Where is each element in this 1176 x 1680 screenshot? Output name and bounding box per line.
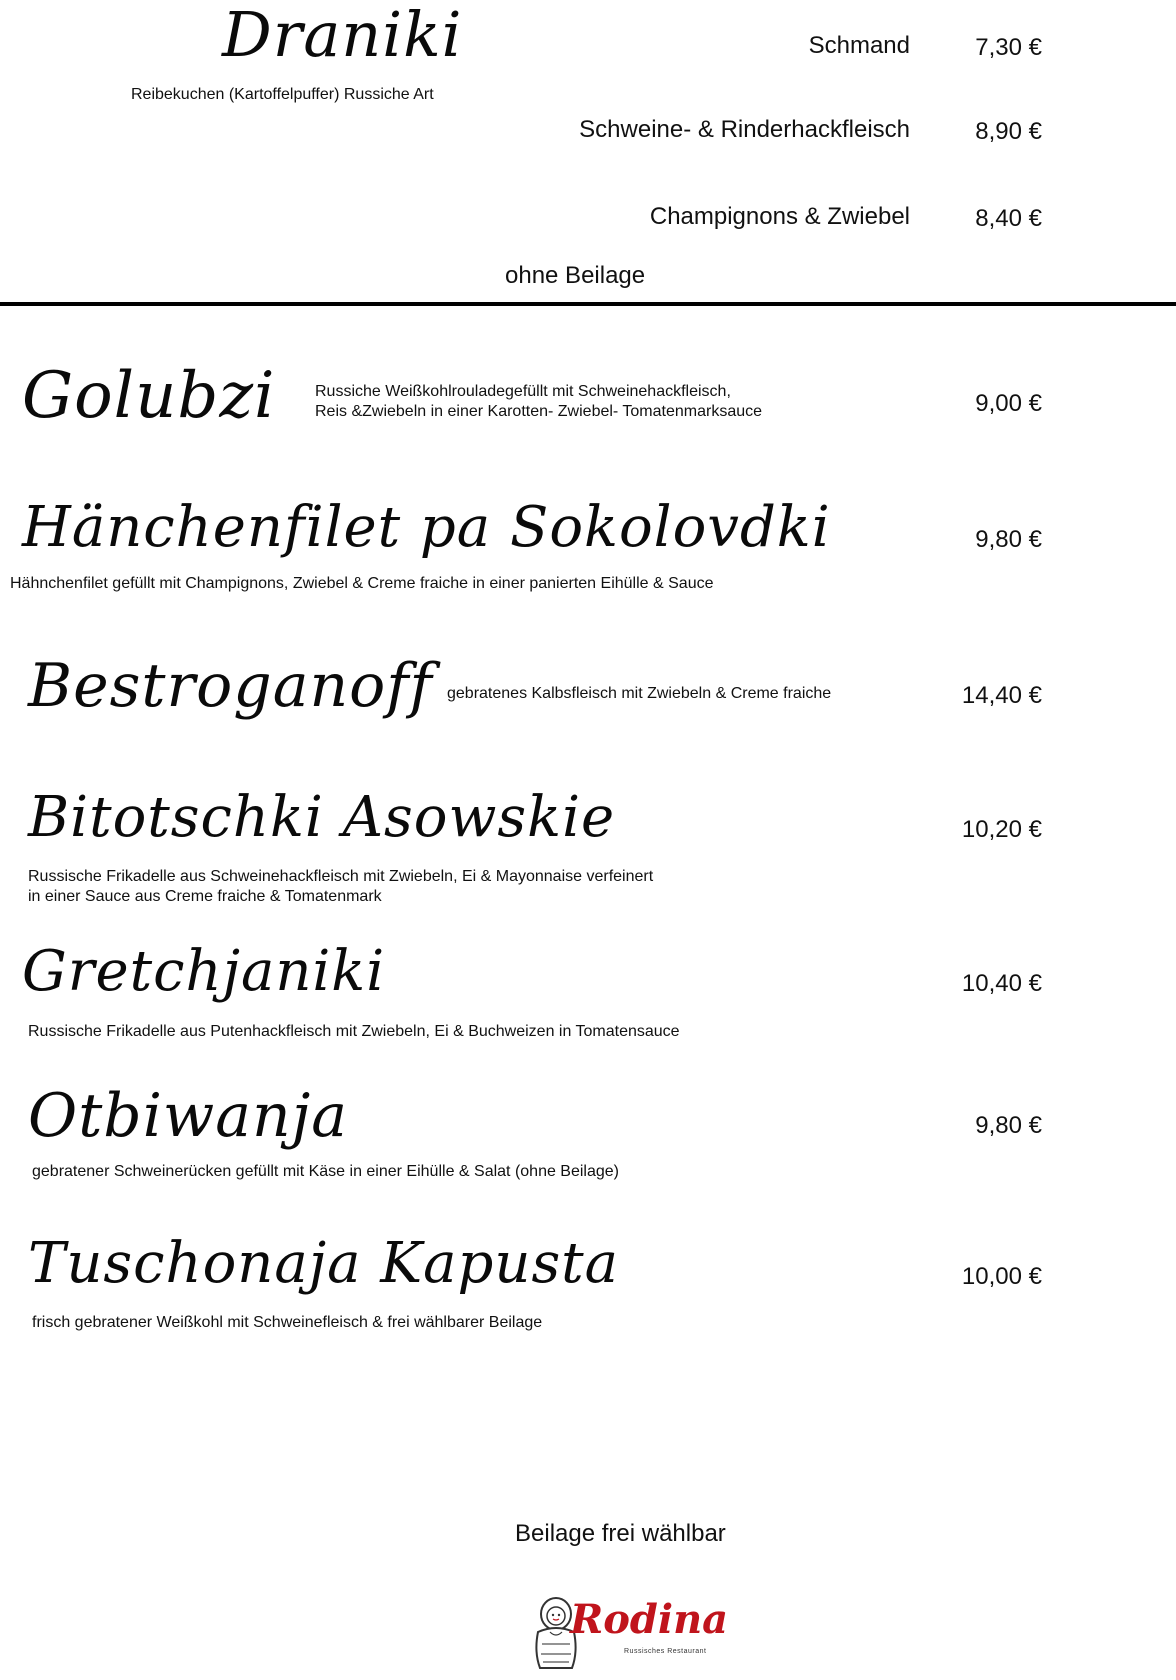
dish-name-draniki: Draniki (222, 0, 463, 71)
variant-price-champignons: 8,40 € (975, 205, 1042, 232)
dish-description-bestroganoff: gebratenes Kalbsfleisch mit Zwiebeln & Creme fraiche (447, 685, 832, 702)
variant-label-hackfleisch: Schweine- & Rinderhackfleisch (579, 116, 910, 143)
logo-subtitle: Russisches Restaurant (624, 1648, 707, 1655)
draniki-note: ohne Beilage (505, 262, 646, 289)
dish-description-otbiwanja: gebratener Schweinerücken gefüllt mit Käse in einer Eihülle & Salat (ohne Beilage) (32, 1163, 620, 1180)
variant-price-hackfleisch: 8,90 € (975, 118, 1042, 145)
footer-side-dish-note: Beilage frei wählbar (515, 1520, 726, 1547)
restaurant-logo (528, 1592, 729, 1672)
variant-label-champignons: Champignons & Zwiebel (649, 203, 910, 230)
dish-price-otbiwanja: 9,80 € (975, 1112, 1042, 1139)
dish-description-golubzi-line1: Russiche Weißkohlrouladegefüllt mit Schweinehackfleisch, (315, 383, 731, 400)
dish-description-bitotschki-line1: Russische Frikadelle aus Schweinehackfleisch mit Zwiebeln, Ei & Mayonnaise verfeinert (28, 868, 654, 885)
dish-price-bitotschki: 10,20 € (961, 816, 1042, 843)
dish-name-golubzi: Golubzi (22, 359, 276, 433)
dish-name-tuschonaja-kapusta: Tuschonaja Kapusta (28, 1231, 620, 1296)
dish-name-haenchenfilet: Hänchenfilet pa Sokolovdki (22, 495, 831, 560)
dish-description-gretchjaniki: Russische Frikadelle aus Putenhackfleisch mit Zwiebeln, Ei & Buchweizen in Tomatensauce (28, 1023, 680, 1040)
dish-price-bestroganoff: 14,40 € (961, 682, 1042, 709)
dish-price-gretchjaniki: 10,40 € (961, 970, 1042, 997)
dish-price-tuschonaja-kapusta: 10,00 € (961, 1263, 1042, 1290)
dish-description-tuschonaja-kapusta: frisch gebratener Weißkohl mit Schweinefleisch & frei wählbarer Beilage (32, 1314, 543, 1331)
variant-label-schmand: Schmand (808, 32, 910, 59)
section-divider (0, 302, 1176, 306)
dish-description-draniki: Reibekuchen (Kartoffelpuffer) Russiche Art (131, 86, 434, 103)
dish-price-golubzi: 9,00 € (975, 390, 1042, 417)
dish-name-bestroganoff: Bestroganoff (28, 651, 433, 721)
dish-price-haenchenfilet: 9,80 € (975, 526, 1042, 553)
dish-description-haenchenfilet: Hähnchenfilet gefüllt mit Champignons, Zwiebel & Creme fraiche in einer panierten Eihülle & Sauce (10, 575, 714, 592)
dish-name-bitotschki: Bitotschki Asowskie (28, 785, 616, 850)
dish-description-bitotschki-line2: in einer Sauce aus Creme fraiche & Tomatenmark (28, 888, 382, 905)
dish-name-otbiwanja: Otbiwanja (28, 1081, 349, 1151)
logo-wordmark: Rodina (570, 1596, 729, 1643)
dish-description-golubzi-line2: Reis &Zwiebeln in einer Karotten- Zwiebel- Tomatenmarksauce (315, 403, 763, 420)
dish-name-gretchjaniki: Gretchjaniki (22, 939, 386, 1004)
variant-price-schmand: 7,30 € (975, 34, 1042, 61)
